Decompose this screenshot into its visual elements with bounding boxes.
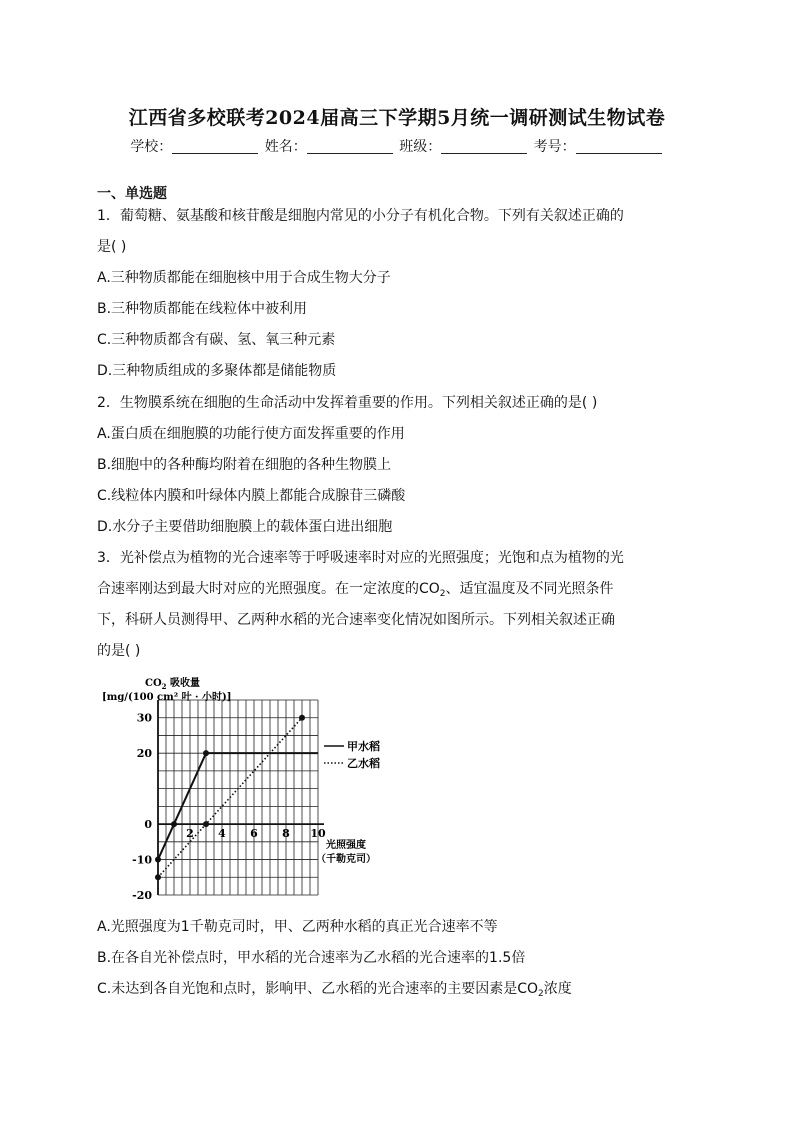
q1-stem-line2: 是( )	[97, 239, 127, 255]
q3-stem-line2-a: 合速率刚达到最大时对应的光照强度。在一定浓度的CO	[97, 581, 440, 597]
x-tick-label: 2	[186, 827, 194, 841]
school-blank[interactable]	[172, 139, 258, 154]
class-blank[interactable]	[441, 139, 527, 154]
y-axis-label-line1: $CO_2$ 吸收量	[145, 678, 201, 691]
y-axis-label-line2: [mg/(100 cm² 叶 · 小时)]	[102, 692, 232, 703]
data-point	[203, 821, 209, 827]
q2-option-d: D.水分子主要借助细胞膜上的载体蛋白进出细胞	[97, 519, 393, 535]
student-info-row	[0, 136, 794, 156]
q3-option-c-b: 浓度	[543, 981, 572, 997]
school-label: 学校：	[130, 139, 173, 155]
x-tick-label: 10	[310, 827, 326, 841]
q3-stem-line1: 3．光补偿点为植物的光合速率等于呼吸速率时对应的光照强度；光饱和点为植物的光	[97, 550, 624, 566]
data-point	[155, 857, 161, 863]
q1-option-d: D.三种物质组成的多聚体都是储能物质	[97, 363, 337, 379]
q2-stem: 2．生物膜系统在细胞的生命活动中发挥着重要的作用。下列相关叙述正确的是( )	[97, 395, 598, 411]
x-tick-label: 6	[250, 827, 258, 841]
photosynthesis-chart	[100, 668, 400, 908]
name-blank[interactable]	[307, 139, 393, 154]
paper-title: 江西省多校联考2024届高三下学期5月统一调研测试生物试卷	[128, 107, 666, 129]
y-tick-label: 0	[144, 818, 152, 832]
id-blank[interactable]	[576, 139, 662, 154]
data-point	[299, 715, 305, 721]
q1-stem-line1: 1．葡萄糖、氨基酸和核苷酸是细胞内常见的小分子有机化合物。下列有关叙述正确的	[97, 208, 624, 224]
q2-option-c: C.线粒体内膜和叶绿体内膜上都能合成腺苷三磷酸	[97, 488, 406, 504]
y-tick-label: 20	[136, 747, 152, 761]
id-label: 考号：	[533, 139, 576, 155]
y-tick-label: -20	[132, 889, 152, 902]
y-tick-label: 30	[136, 711, 152, 725]
q3-option-c	[97, 978, 572, 999]
chart-series	[155, 715, 318, 881]
legend-label-yi: 乙水稻	[347, 757, 380, 770]
q3-stem-line4: 的是( )	[97, 643, 141, 659]
class-label: 班级：	[399, 139, 442, 155]
x-axis-label-line1: 光照强度	[326, 840, 366, 851]
q1-option-b: B.三种物质都能在线粒体中被利用	[97, 301, 308, 317]
x-tick-label: 4	[218, 827, 226, 841]
section-heading: 一、单选题	[97, 186, 167, 202]
chart-grid	[158, 700, 318, 895]
q3-option-c-a: C.未达到各自光饱和点时，影响甲、乙水稻的光合速率的主要因素是CO	[97, 981, 539, 997]
x-axis-label-line2: （千勒克司）	[316, 854, 376, 865]
q3-stem-line2	[97, 578, 614, 599]
q1-option-c: C.三种物质都含有碳、氢、氧三种元素	[97, 332, 336, 348]
data-point	[203, 750, 209, 756]
q1-option-a: A.三种物质都能在细胞核中用于合成生物大分子	[97, 270, 391, 286]
name-label: 姓名：	[264, 139, 307, 155]
q3-stem-line3: 下，科研人员测得甲、乙两种水稻的光合速率变化情况如图所示。下列相关叙述正确	[97, 612, 615, 628]
x-tick-label: 8	[282, 827, 290, 841]
q3-stem-line2-b: 、适宜温度及不同光照条件	[445, 581, 614, 597]
y-tick-label: -10	[132, 853, 152, 867]
q3-option-b: B.在各自光补偿点时，甲水稻的光合速率为乙水稻的光合速率的1.5倍	[97, 950, 526, 966]
q2-option-b: B.细胞中的各种酶均附着在细胞的各种生物膜上	[97, 457, 392, 473]
q3-option-c-sub: 2	[538, 989, 544, 999]
data-point	[171, 821, 177, 827]
legend-label-jia: 甲水稻	[347, 740, 380, 753]
q3-stem-line2-sub: 2	[439, 589, 446, 599]
chart-legend	[324, 739, 380, 770]
q3-option-a: A.光照强度为1千勒克司时，甲、乙两种水稻的真正光合速率不等	[97, 919, 498, 935]
chart-axes	[158, 700, 324, 895]
q2-option-a: A.蛋白质在细胞膜的功能行使方面发挥重要的作用	[97, 426, 405, 442]
data-point	[155, 874, 161, 880]
